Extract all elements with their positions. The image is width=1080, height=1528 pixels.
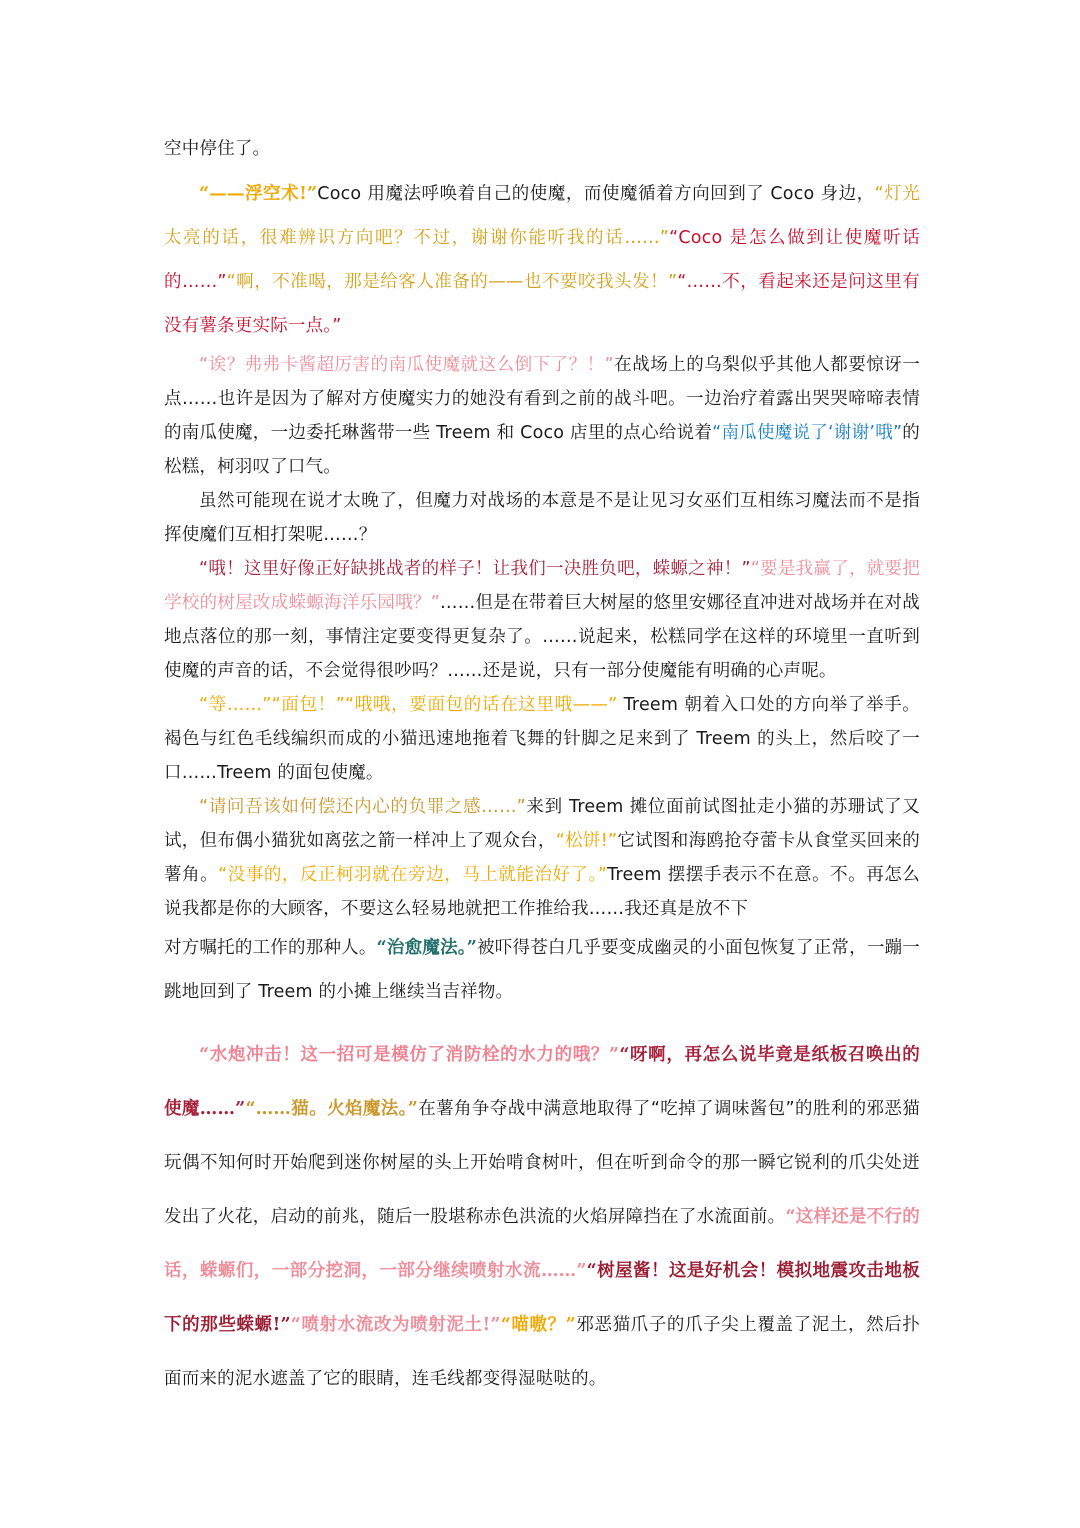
dialogue-fire-spell: “……猫。火焰魔法。” bbox=[245, 1099, 419, 1119]
dialogue-pink: “这样还是不行的话，蝾螈们，一部分挖洞，一部分继续喷射水流……” bbox=[164, 1207, 920, 1281]
dialogue-red: “……不，看起来还是问这里有没有薯条更实际一点。” bbox=[164, 272, 920, 336]
paragraph-8 bbox=[164, 926, 920, 1014]
dialogue-maroon: “树屋酱！这是好机会！模拟地震攻击地板下的那些蝾螈!” bbox=[164, 1261, 920, 1335]
narration: 空中停住了。 bbox=[164, 139, 271, 159]
narration: Coco 用魔法呼唤着自己的使魔，而使魔循着方向回到了 Coco 身边， bbox=[317, 184, 875, 204]
dialogue-gold: “没事的，反正柯羽就在旁边，马上就能治好了。” bbox=[218, 865, 608, 885]
dialogue-healing-spell: “治愈魔法。” bbox=[376, 938, 478, 958]
dialogue-pink: “喷射水流改为喷射泥土!” bbox=[290, 1315, 501, 1335]
dialogue-salmon: “水炮冲击！这一招可是模仿了消防栓的水力的哦？” bbox=[199, 1045, 620, 1065]
dialogue-pink: “要是我赢了，就要把学校的树屋改成蝾螈海洋乐园哦？” bbox=[164, 559, 920, 613]
narration: 邪恶猫爪子的爪子尖上覆盖了泥土，然后扑面而来的泥水遮盖了它的眼睛，连毛线都变得湿哒哒的。 bbox=[164, 1315, 920, 1389]
dialogue-coco: “灯光太亮的话，很难辨识方向吧？不过，谢谢你能听我的话……” bbox=[164, 184, 920, 248]
dialogue-gold: “松饼!” bbox=[555, 831, 618, 851]
narration: 在薯角争夺战中满意地取得了“吃掉了调味酱包”的胜利的邪恶猫玩偶不知何时开始爬到迷你树屋的头上开始啃食树叶，但在听到命令的那一瞬它锐利的爪尖处迸发出了火花，启动的前兆，随后一股堪称赤色洪流的火焰屏障挡在了水流面前。 bbox=[164, 1099, 920, 1227]
narration: Treem 摆摆手表示不在意。不。再怎么说我都是你的大顾客，不要这么轻易地就把工作推给我……我还真是放不下 bbox=[164, 865, 920, 919]
dialogue-crimson: “呀啊，再怎么说毕竟是纸板召唤出的使魔……” bbox=[164, 1045, 920, 1119]
narration: 它试图和海鸥抢夺蕾卡从食堂买回来的薯角。 bbox=[164, 831, 920, 885]
narration: 的松糕，柯羽叹了口气。 bbox=[164, 423, 920, 477]
paragraph-7 bbox=[164, 790, 920, 926]
dialogue-red: “Coco 是怎么做到让使魔听话的……” bbox=[164, 228, 920, 292]
narration: 虽然可能现在说才太晚了，但魔力对战场的本意是不是让见习女巫们互相练习魔法而不是指挥使魔们互相打架呢……？ bbox=[164, 491, 920, 545]
narration: ……但是在带着巨大树屋的悠里安娜径直冲进对战场并在对战地点落位的那一刻，事情注定要变得更复杂了。……说起来，松糕同学在这样的环境里一直听到使魔的声音的话，不会觉得很吵吗？……还是说，只有一部分使魔能有明确的心声呢。 bbox=[164, 593, 920, 681]
dialogue-ochre: “请问吾该如何偿还内心的负罪之感……” bbox=[199, 797, 526, 817]
dialogue-blue: “南瓜使魔说了‘谢谢’哦” bbox=[712, 423, 903, 443]
story-text bbox=[164, 132, 920, 1406]
dialogue-gold: “哦哦，要面包的话在这里哦——” bbox=[345, 695, 618, 715]
paragraph-5 bbox=[164, 552, 920, 688]
dialogue-gold: “等……” bbox=[199, 695, 272, 715]
narration: 被吓得苍白几乎要变成幽灵的小面包恢复了正常，一蹦一跳地回到了 Treem 的小摊上继续当吉祥物。 bbox=[164, 938, 920, 1002]
narration: 来到 Treem 摊位面前试图扯走小猫的苏珊试了又试，但布偶小猫犹如离弦之箭一样冲上了观众台， bbox=[164, 797, 920, 851]
paragraph-4 bbox=[164, 484, 920, 552]
dialogue-coco: “啊，不准喝，那是给客人准备的——也不要咬我头发！” bbox=[226, 272, 678, 292]
paragraph-1 bbox=[164, 132, 920, 166]
dialogue-coco-spell: “——浮空术!” bbox=[199, 184, 318, 204]
paragraph-3 bbox=[164, 348, 920, 484]
paragraph-2 bbox=[164, 172, 920, 348]
narration: 在战场上的乌梨似乎其他人都要惊讶一点……也许是因为了解对方使魔实力的她没有看到之前的战斗吧。一边治疗着露出哭哭啼啼表情的南瓜使魔，一边委托琳酱带一些 Treem 和 Coco 店里的点心给说着 bbox=[164, 355, 920, 443]
dialogue-pink: “诶？弗弗卡酱超厉害的南瓜使魔就这么倒下了？！” bbox=[199, 355, 614, 375]
narration: 对方嘱托的工作的那种人。 bbox=[164, 938, 377, 958]
narration: Treem 朝着入口处的方向举了举手。褐色与红色毛线编织而成的小猫迅速地拖着飞舞的针脚之足来到了 Treem 的头上，然后咬了一口……Treem 的面包使魔。 bbox=[164, 695, 920, 783]
dialogue-crimson: “哦！这里好像正好缺挑战者的样子！让我们一决胜负吧，蝾螈之神！” bbox=[199, 559, 751, 579]
paragraph-9 bbox=[164, 1028, 920, 1406]
dialogue-gold: “面包！” bbox=[271, 695, 346, 715]
paragraph-6 bbox=[164, 688, 920, 790]
dialogue-gold: “喵嗷？” bbox=[500, 1315, 576, 1335]
